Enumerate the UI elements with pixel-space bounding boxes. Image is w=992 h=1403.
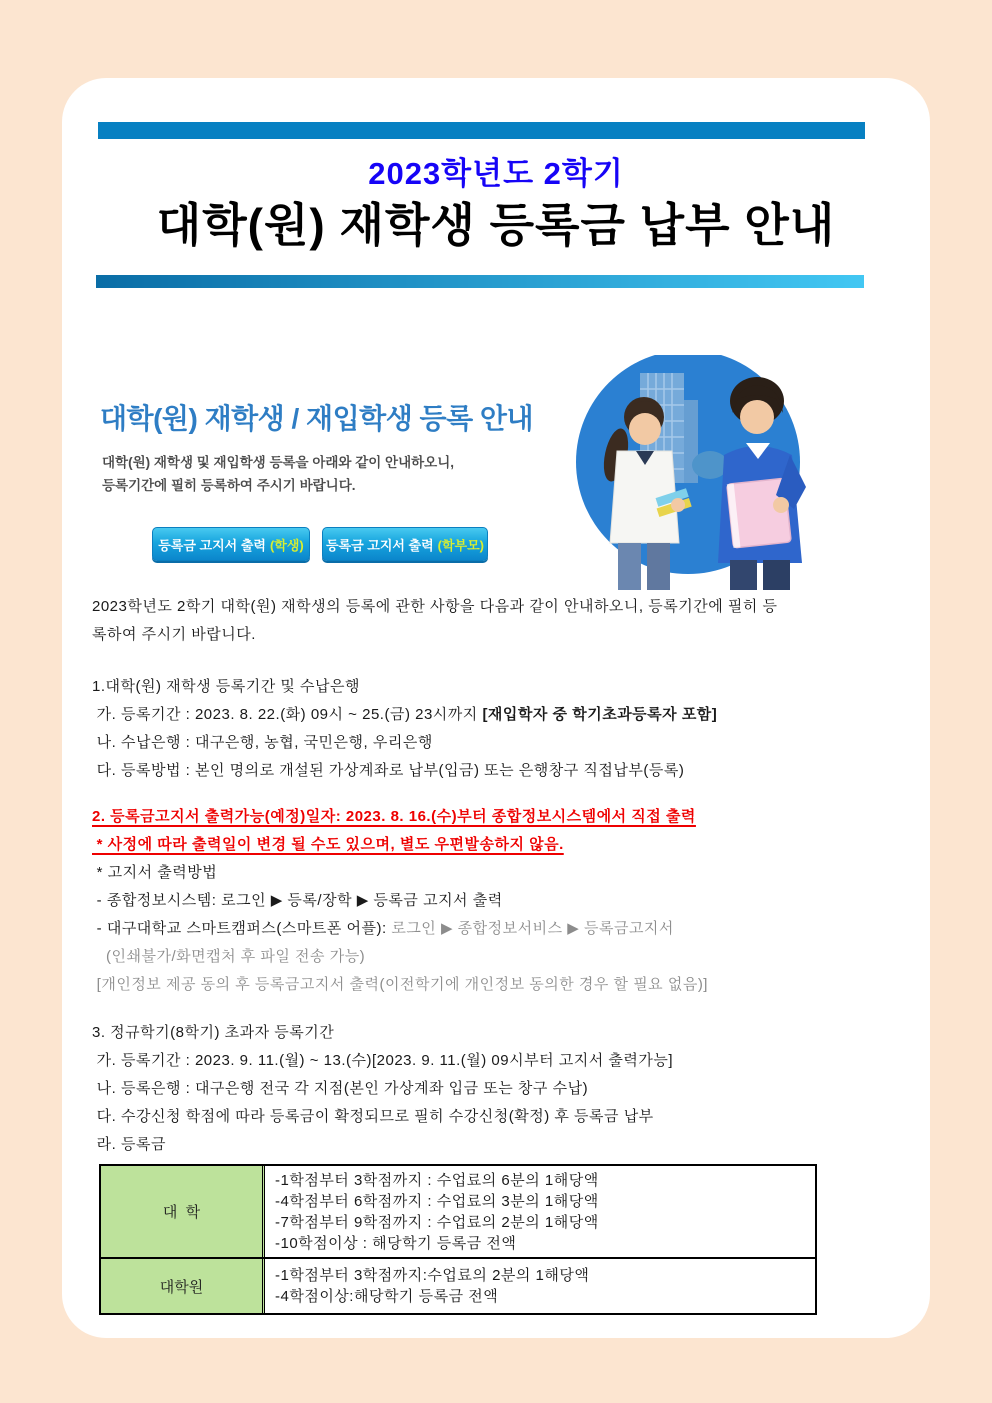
print-bill-parent-button[interactable] — [322, 527, 488, 561]
table-line: -1학점부터 3학점까지 : 수업료의 6분의 1해당액 — [275, 1171, 599, 1189]
registration-banner — [88, 355, 900, 590]
intro-line-1: 2023학년도 2학기 대학(원) 재학생의 등록에 관한 사항을 다음과 같이 안내하오니, 등록기간에 필히 등 — [92, 598, 778, 615]
table-category-gradschool: 대학원 — [101, 1259, 265, 1313]
section2-note-change: * 사정에 따라 출력일이 변경 될 수도 있으며, 별도 우편발송하지 않음. — [92, 836, 564, 853]
section2-method-portal: - 종합정보시스템: 로그인 ▶ 등록/장학 ▶ 등록금 고지서 출력 — [92, 892, 503, 909]
section2-method-app-label: - 대구대학교 스마트캠퍼스(스마트폰 어플): — [92, 920, 392, 937]
table-line: -4학점부터 6학점까지 : 수업료의 3분의 1해당액 — [275, 1192, 599, 1210]
section2-method-app-path: 로그인 ▶ 종합정보서비스 ▶ 등록금고지서 — [391, 920, 674, 937]
print-bill-parent-label: 등록금 고지서 출력 — [325, 537, 434, 553]
section2-heading: 2. 등록금고지서 출력가능(예정)일자: 2023. 8. 16.(수)부터 종합정보시스템에서 직접 출력 — [92, 808, 696, 825]
section2-privacy-note: [개인정보 제공 동의 후 등록금고지서 출력(이전학기에 개인정보 동의한 경우 할 필요 없음)] — [92, 976, 708, 993]
table-row — [101, 1166, 815, 1259]
header-top-bar — [98, 122, 865, 139]
print-bill-student-button[interactable] — [152, 527, 310, 561]
table-line: -7학점부터 9학점까지 : 수업료의 2분의 1해당액 — [275, 1213, 599, 1231]
students-illustration — [560, 355, 900, 590]
section3-heading: 3. 정규학기(8학기) 초과자 등록기간 — [92, 1024, 335, 1041]
section1-item-ga — [92, 704, 904, 726]
table-category-university: 대 학 — [101, 1166, 265, 1257]
banner-subtitle-line2: 등록기간에 필히 등록하여 주시기 바랍니다. — [102, 478, 356, 493]
intro-line-2: 록하여 주시기 바랍니다. — [92, 626, 256, 643]
notice-card — [62, 78, 930, 1338]
banner-subtitle-line1: 대학(원) 재학생 및 재입학생 등록을 아래와 같이 안내하오니, — [102, 455, 454, 470]
table-line: -4학점이상:해당학기 등록금 전액 — [275, 1288, 499, 1305]
banner-title: 대학(원) 재학생 / 재입학생 등록 안내 — [100, 403, 533, 434]
print-bill-student-label: 등록금 고지서 출력 — [158, 537, 266, 553]
section1-item-na: 나. 수납은행 : 대구은행, 농협, 국민은행, 우리은행 — [92, 734, 433, 751]
section1-heading: 1.대학(원) 재학생 등록기간 및 수납은행 — [92, 678, 361, 695]
table-content-gradschool — [265, 1259, 815, 1313]
section3-item-na: 나. 등록은행 : 대구은행 전국 각 지점(본인 가상계좌 입금 또는 창구 수납) — [92, 1080, 589, 1097]
section3-item-ga: 가. 등록기간 : 2023. 9. 11.(월) ~ 13.(수)[2023. 9. 11.(월) 09시부터 고지서 출력가능] — [92, 1052, 674, 1069]
semester-label: 2023학년도 2학기 — [368, 156, 624, 191]
page-title: 대학(원) 재학생 등록금 납부 안내 — [156, 199, 836, 251]
section1-item-ga-text: 가. 등록기간 : 2023. 8. 22.(화) 09시 ~ 25.(금) 23시까지 — [92, 706, 483, 723]
print-bill-parent-suffix: (학부모) — [437, 537, 485, 553]
table-content-university — [265, 1166, 815, 1257]
section2-method-app — [92, 918, 904, 940]
header-gradient-bar — [96, 275, 864, 288]
section3-item-ra: 라. 등록금 — [92, 1136, 166, 1153]
table-line: -1학점부터 3학점까지:수업료의 2분의 1해당액 — [275, 1267, 590, 1284]
table-row — [101, 1259, 815, 1313]
section1-item-da: 다. 등록방법 : 본인 명의로 개설된 가상계좌로 납부(입금) 또는 은행창구 직접납부(등록) — [92, 762, 685, 779]
tuition-table — [99, 1164, 817, 1315]
section3-item-da: 다. 수강신청 학점에 따라 등록금이 확정되므로 필히 수강신청(확정) 후 등록금 납부 — [92, 1108, 654, 1125]
section2-method-app-note: (인쇄불가/화면캡처 후 파일 전송 가능) — [92, 948, 366, 965]
print-bill-student-suffix: (학생) — [269, 537, 304, 553]
section2-note-method: * 고지서 출력방법 — [92, 864, 218, 881]
section1-item-ga-bold: [재입학자 중 학기초과등록자 포함] — [482, 706, 718, 723]
table-line: -10학점이상 : 해당학기 등록금 전액 — [275, 1234, 517, 1252]
